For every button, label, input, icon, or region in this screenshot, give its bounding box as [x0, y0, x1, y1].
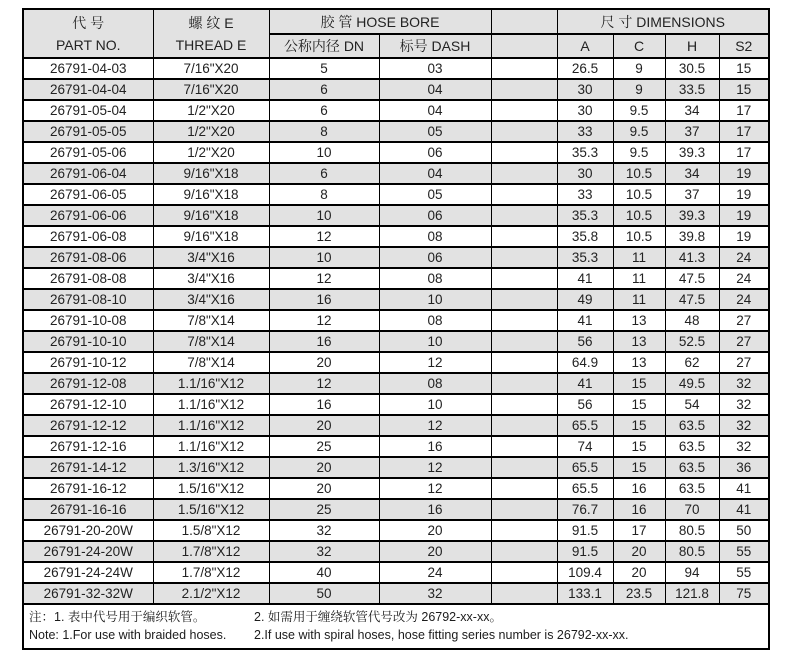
cell-dash: 16 [379, 436, 491, 457]
cell-dash: 08 [379, 268, 491, 289]
cell-thread: 7/16"X20 [153, 79, 269, 100]
col-header-dimensions: 尺 寸 DIMENSIONS [557, 9, 769, 34]
cell-part-no: 26791-05-05 [23, 121, 153, 142]
cell-dash: 04 [379, 163, 491, 184]
cell-h: 30.5 [665, 58, 719, 79]
note-line-cn [29, 608, 763, 626]
cell-thread: 1.7/8"X12 [153, 562, 269, 583]
cell-dn: 10 [269, 142, 379, 163]
cell-spacer [491, 184, 557, 205]
cell-c: 9 [613, 58, 665, 79]
cell-dn: 8 [269, 121, 379, 142]
cell-h: 70 [665, 499, 719, 520]
cell-c: 10.5 [613, 226, 665, 247]
cell-dash: 06 [379, 142, 491, 163]
cell-s2: 55 [719, 562, 769, 583]
cell-c: 10.5 [613, 163, 665, 184]
cell-spacer [491, 58, 557, 79]
cell-dn: 20 [269, 457, 379, 478]
cell-spacer [491, 268, 557, 289]
cell-dn: 16 [269, 331, 379, 352]
cell-a: 91.5 [557, 541, 613, 562]
cell-spacer [491, 373, 557, 394]
thread-label-cn: 螺 纹 E [188, 14, 234, 31]
cell-thread: 1/2"X20 [153, 100, 269, 121]
table-row [23, 226, 769, 247]
cell-s2: 19 [719, 163, 769, 184]
cell-thread: 1.1/16"X12 [153, 436, 269, 457]
cell-thread: 1.1/16"X12 [153, 415, 269, 436]
cell-s2: 19 [719, 184, 769, 205]
note-cn-part1: 注：1. 表中代号用于编织软管。 [29, 610, 206, 624]
cell-part-no: 26791-08-08 [23, 268, 153, 289]
cell-h: 63.5 [665, 415, 719, 436]
cell-spacer [491, 394, 557, 415]
cell-a: 33 [557, 184, 613, 205]
table-row [23, 310, 769, 331]
cell-thread: 3/4"X16 [153, 247, 269, 268]
cell-a: 30 [557, 79, 613, 100]
cell-a: 76.7 [557, 499, 613, 520]
hose-fitting-spec-table [22, 8, 770, 650]
cell-c: 15 [613, 457, 665, 478]
cell-h: 34 [665, 100, 719, 121]
cell-c: 20 [613, 562, 665, 583]
cell-s2: 32 [719, 436, 769, 457]
cell-a: 109.4 [557, 562, 613, 583]
table-row [23, 373, 769, 394]
table-footer [23, 604, 769, 649]
cell-dn: 12 [269, 373, 379, 394]
cell-c: 15 [613, 415, 665, 436]
cell-spacer [491, 352, 557, 373]
cell-s2: 27 [719, 352, 769, 373]
col-header-s2: S2 [719, 34, 769, 58]
cell-h: 47.5 [665, 268, 719, 289]
cell-thread: 1/2"X20 [153, 142, 269, 163]
col-header-c: C [613, 34, 665, 58]
cell-thread: 1.5/8"X12 [153, 520, 269, 541]
cell-h: 54 [665, 394, 719, 415]
cell-spacer [491, 310, 557, 331]
cell-h: 39.3 [665, 205, 719, 226]
cell-dn: 5 [269, 58, 379, 79]
table-row [23, 184, 769, 205]
cell-part-no: 26791-24-24W [23, 562, 153, 583]
cell-a: 41 [557, 310, 613, 331]
cell-a: 133.1 [557, 583, 613, 604]
cell-dash: 24 [379, 562, 491, 583]
cell-c: 17 [613, 520, 665, 541]
table-row [23, 583, 769, 604]
cell-dn: 10 [269, 247, 379, 268]
cell-h: 52.5 [665, 331, 719, 352]
cell-h: 63.5 [665, 457, 719, 478]
cell-dn: 40 [269, 562, 379, 583]
cell-spacer [491, 415, 557, 436]
cell-h: 49.5 [665, 373, 719, 394]
cell-a: 33 [557, 121, 613, 142]
spacer-header-bottom [491, 34, 557, 58]
cell-s2: 19 [719, 226, 769, 247]
cell-a: 41 [557, 373, 613, 394]
table-row [23, 289, 769, 310]
col-header-h: H [665, 34, 719, 58]
cell-s2: 24 [719, 289, 769, 310]
cell-part-no: 26791-16-16 [23, 499, 153, 520]
table-header [23, 9, 769, 58]
cell-part-no: 26791-05-04 [23, 100, 153, 121]
cell-dn: 16 [269, 394, 379, 415]
cell-h: 62 [665, 352, 719, 373]
cell-spacer [491, 79, 557, 100]
cell-dash: 20 [379, 541, 491, 562]
cell-part-no: 26791-04-04 [23, 79, 153, 100]
table-body [23, 58, 769, 604]
cell-spacer [491, 583, 557, 604]
cell-part-no: 26791-06-04 [23, 163, 153, 184]
cell-thread: 7/8"X14 [153, 352, 269, 373]
cell-dn: 6 [269, 163, 379, 184]
cell-part-no: 26791-12-12 [23, 415, 153, 436]
cell-part-no: 26791-12-16 [23, 436, 153, 457]
cell-part-no: 26791-04-03 [23, 58, 153, 79]
cell-a: 35.3 [557, 142, 613, 163]
cell-h: 80.5 [665, 541, 719, 562]
note-en-part1: Note: 1.For use with braided hoses. [29, 628, 227, 643]
cell-dash: 04 [379, 79, 491, 100]
cell-a: 30 [557, 100, 613, 121]
cell-spacer [491, 163, 557, 184]
table-row [23, 331, 769, 352]
cell-thread: 9/16"X18 [153, 226, 269, 247]
cell-dn: 20 [269, 478, 379, 499]
cell-a: 64.9 [557, 352, 613, 373]
cell-h: 34 [665, 163, 719, 184]
cell-thread: 1.1/16"X12 [153, 373, 269, 394]
cell-dash: 08 [379, 310, 491, 331]
cell-dash: 12 [379, 478, 491, 499]
cell-thread: 2.1/2"X12 [153, 583, 269, 604]
cell-part-no: 26791-10-12 [23, 352, 153, 373]
cell-h: 47.5 [665, 289, 719, 310]
cell-dash: 10 [379, 331, 491, 352]
cell-c: 23.5 [613, 583, 665, 604]
cell-part-no: 26791-06-06 [23, 205, 153, 226]
table-row [23, 520, 769, 541]
cell-part-no: 26791-06-08 [23, 226, 153, 247]
cell-spacer [491, 457, 557, 478]
cell-s2: 17 [719, 142, 769, 163]
cell-a: 56 [557, 331, 613, 352]
cell-part-no: 26791-06-05 [23, 184, 153, 205]
cell-c: 11 [613, 289, 665, 310]
part-no-label-cn: 代 号 [72, 14, 105, 31]
cell-c: 15 [613, 394, 665, 415]
cell-s2: 75 [719, 583, 769, 604]
cell-c: 11 [613, 268, 665, 289]
cell-dn: 20 [269, 415, 379, 436]
cell-a: 35.8 [557, 226, 613, 247]
cell-dn: 8 [269, 184, 379, 205]
cell-dash: 12 [379, 457, 491, 478]
cell-thread: 1.3/16"X12 [153, 457, 269, 478]
cell-dash: 05 [379, 184, 491, 205]
cell-a: 65.5 [557, 457, 613, 478]
table-row [23, 499, 769, 520]
cell-h: 37 [665, 184, 719, 205]
cell-h: 48 [665, 310, 719, 331]
table-row [23, 541, 769, 562]
cell-s2: 41 [719, 478, 769, 499]
cell-dash: 08 [379, 373, 491, 394]
cell-a: 35.3 [557, 247, 613, 268]
cell-s2: 24 [719, 247, 769, 268]
cell-c: 10.5 [613, 205, 665, 226]
cell-thread: 1.7/8"X12 [153, 541, 269, 562]
cell-thread: 1/2"X20 [153, 121, 269, 142]
cell-s2: 32 [719, 373, 769, 394]
cell-s2: 24 [719, 268, 769, 289]
table-row [23, 58, 769, 79]
cell-h: 37 [665, 121, 719, 142]
cell-dash: 03 [379, 58, 491, 79]
cell-s2: 17 [719, 100, 769, 121]
cell-a: 35.3 [557, 205, 613, 226]
cell-s2: 41 [719, 499, 769, 520]
cell-part-no: 26791-05-06 [23, 142, 153, 163]
cell-dash: 06 [379, 205, 491, 226]
col-header-hose-bore: 胶 管 HOSE BORE [269, 9, 491, 34]
table-row [23, 121, 769, 142]
cell-thread: 7/8"X14 [153, 331, 269, 352]
table-row [23, 142, 769, 163]
cell-spacer [491, 226, 557, 247]
cell-part-no: 26791-12-10 [23, 394, 153, 415]
cell-c: 13 [613, 331, 665, 352]
cell-a: 26.5 [557, 58, 613, 79]
cell-h: 80.5 [665, 520, 719, 541]
cell-s2: 32 [719, 415, 769, 436]
cell-dash: 05 [379, 121, 491, 142]
cell-dash: 12 [379, 415, 491, 436]
cell-s2: 32 [719, 394, 769, 415]
table-row [23, 478, 769, 499]
cell-thread: 7/8"X14 [153, 310, 269, 331]
note-line-en [29, 626, 763, 644]
cell-dn: 6 [269, 100, 379, 121]
cell-thread: 7/16"X20 [153, 58, 269, 79]
cell-thread: 3/4"X16 [153, 268, 269, 289]
col-header-part-no [23, 9, 153, 58]
cell-c: 13 [613, 310, 665, 331]
cell-h: 33.5 [665, 79, 719, 100]
table-row [23, 436, 769, 457]
note-cn-part2: 2. 如需用于缠绕软管代号改为 26792-xx-xx。 [254, 610, 502, 624]
cell-c: 9.5 [613, 142, 665, 163]
cell-dash: 04 [379, 100, 491, 121]
col-header-a: A [557, 34, 613, 58]
cell-s2: 27 [719, 310, 769, 331]
table-row [23, 394, 769, 415]
cell-spacer [491, 541, 557, 562]
cell-a: 56 [557, 394, 613, 415]
cell-spacer [491, 121, 557, 142]
cell-thread: 9/16"X18 [153, 205, 269, 226]
cell-a: 65.5 [557, 415, 613, 436]
cell-s2: 15 [719, 79, 769, 100]
table-row [23, 352, 769, 373]
cell-part-no: 26791-20-20W [23, 520, 153, 541]
cell-a: 65.5 [557, 478, 613, 499]
cell-c: 16 [613, 478, 665, 499]
cell-dn: 32 [269, 520, 379, 541]
cell-dash: 10 [379, 394, 491, 415]
cell-thread: 9/16"X18 [153, 184, 269, 205]
col-header-dash: 标号 DASH [379, 34, 491, 58]
col-header-dn: 公称内径 DN [269, 34, 379, 58]
col-header-thread [153, 9, 269, 58]
cell-dn: 12 [269, 268, 379, 289]
cell-a: 91.5 [557, 520, 613, 541]
cell-dn: 10 [269, 205, 379, 226]
cell-a: 74 [557, 436, 613, 457]
cell-dash: 20 [379, 520, 491, 541]
cell-spacer [491, 331, 557, 352]
cell-dn: 20 [269, 352, 379, 373]
cell-c: 9.5 [613, 121, 665, 142]
cell-s2: 36 [719, 457, 769, 478]
table-row [23, 205, 769, 226]
table-row [23, 163, 769, 184]
part-no-label-en: PART NO. [55, 36, 121, 53]
cell-dash: 16 [379, 499, 491, 520]
table-row [23, 79, 769, 100]
cell-a: 49 [557, 289, 613, 310]
cell-spacer [491, 436, 557, 457]
cell-c: 11 [613, 247, 665, 268]
table-row [23, 562, 769, 583]
table-row [23, 457, 769, 478]
cell-c: 13 [613, 352, 665, 373]
cell-part-no: 26791-12-08 [23, 373, 153, 394]
cell-c: 9 [613, 79, 665, 100]
cell-h: 63.5 [665, 478, 719, 499]
cell-dn: 16 [269, 289, 379, 310]
cell-h: 39.3 [665, 142, 719, 163]
cell-dn: 25 [269, 499, 379, 520]
cell-part-no: 26791-10-08 [23, 310, 153, 331]
cell-spacer [491, 205, 557, 226]
cell-s2: 50 [719, 520, 769, 541]
cell-thread: 3/4"X16 [153, 289, 269, 310]
cell-part-no: 26791-24-20W [23, 541, 153, 562]
cell-h: 94 [665, 562, 719, 583]
cell-spacer [491, 247, 557, 268]
cell-dash: 12 [379, 352, 491, 373]
cell-part-no: 26791-32-32W [23, 583, 153, 604]
cell-thread: 1.1/16"X12 [153, 394, 269, 415]
cell-spacer [491, 100, 557, 121]
cell-dn: 32 [269, 541, 379, 562]
spacer-header-top [491, 9, 557, 34]
cell-spacer [491, 562, 557, 583]
cell-spacer [491, 478, 557, 499]
cell-h: 41.3 [665, 247, 719, 268]
cell-dash: 10 [379, 289, 491, 310]
thread-label-en: THREAD E [175, 36, 247, 53]
table-row [23, 100, 769, 121]
cell-spacer [491, 499, 557, 520]
cell-dn: 50 [269, 583, 379, 604]
cell-c: 10.5 [613, 184, 665, 205]
cell-dn: 12 [269, 226, 379, 247]
table-row [23, 415, 769, 436]
cell-a: 30 [557, 163, 613, 184]
cell-part-no: 26791-16-12 [23, 478, 153, 499]
cell-dn: 6 [269, 79, 379, 100]
cell-dash: 06 [379, 247, 491, 268]
cell-c: 15 [613, 373, 665, 394]
cell-part-no: 26791-08-10 [23, 289, 153, 310]
cell-dn: 12 [269, 310, 379, 331]
cell-spacer [491, 289, 557, 310]
table-row [23, 247, 769, 268]
cell-c: 15 [613, 436, 665, 457]
cell-h: 121.8 [665, 583, 719, 604]
cell-dash: 32 [379, 583, 491, 604]
cell-dn: 25 [269, 436, 379, 457]
table-row [23, 268, 769, 289]
cell-h: 39.8 [665, 226, 719, 247]
note-en-part2: 2.If use with spiral hoses, hose fitting series number is 26792-xx-xx. [254, 628, 629, 643]
cell-dash: 08 [379, 226, 491, 247]
cell-s2: 17 [719, 121, 769, 142]
cell-part-no: 26791-10-10 [23, 331, 153, 352]
cell-thread: 1.5/16"X12 [153, 478, 269, 499]
cell-spacer [491, 142, 557, 163]
cell-s2: 27 [719, 331, 769, 352]
cell-part-no: 26791-14-12 [23, 457, 153, 478]
cell-h: 63.5 [665, 436, 719, 457]
cell-s2: 55 [719, 541, 769, 562]
cell-a: 41 [557, 268, 613, 289]
cell-s2: 19 [719, 205, 769, 226]
cell-thread: 9/16"X18 [153, 163, 269, 184]
cell-s2: 15 [719, 58, 769, 79]
cell-thread: 1.5/16"X12 [153, 499, 269, 520]
cell-c: 20 [613, 541, 665, 562]
cell-spacer [491, 520, 557, 541]
cell-part-no: 26791-08-06 [23, 247, 153, 268]
notes-cell [23, 604, 769, 649]
cell-c: 16 [613, 499, 665, 520]
cell-c: 9.5 [613, 100, 665, 121]
